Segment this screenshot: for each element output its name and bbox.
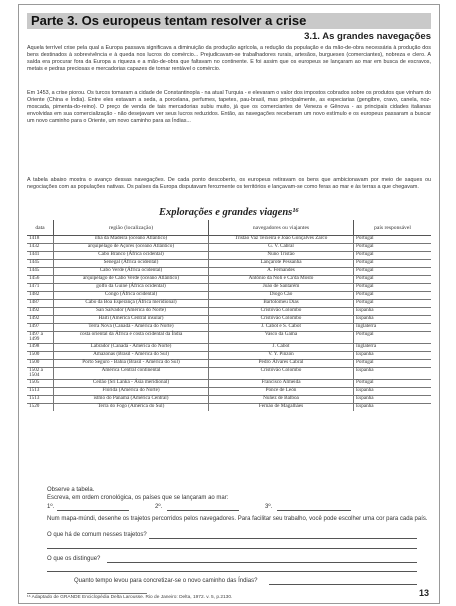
cell-regiao: América Central continental [54,367,209,379]
section-heading: 3.1. As grandes navegações [304,31,431,42]
cell-regiao: Terra Nova (Canadá - América do Norte) [54,324,209,332]
answer-slot-3-label: 3º. [265,504,273,510]
cell-data: 1502 a 1504 [27,367,54,379]
question-1: Observe a tabela. [47,487,95,493]
table-row [27,403,431,411]
paragraph-2: Em 1453, a crise piorou. Os turcos tomaram a cidade de Constantinopla - na atual Turquia - e elevaram o valor dos impostos cobrados sobre os produtos que vinham do Oriente (China e Índia). Entre eles estavam a seda, a porcelana, perfumes, tapetes, pau-brasil, mas principalmente, as especiarias (gengibre, cravo, canela, noz-moscada, pimenta-do-reino). O preço de venda de tais mercadorias subiu muito, já que os comerciantes de Veneza e Gênova - as principais cidades italianas envolvidas em sua comercialização - não desejavam ver seus lucros reduzidos. Então, as navegações receberam um novo estímulo e os europeus passaram a buscar um novo caminho para o Oriente, um novo caminho para as Índias... [27,90,431,125]
cell-regiao: arquipélago de Cabo Verde (oceano Atlântico) [54,276,209,284]
cell-regiao: golfo da Guiné (África ocidental) [54,284,209,292]
cell-navegadores: Lançarote Pessanha [209,260,354,268]
cell-navegadores: Cristóvão Colombo [209,367,354,379]
cell-regiao: ilha da Madeira (oceano Atlântico) [54,236,209,244]
cell-pais: Portugal [354,276,432,284]
cell-regiao: Flórida (América do Norte) [54,387,209,395]
cell-pais: Espanha [354,308,432,316]
explorations-table [27,220,431,411]
cell-navegadores: V. Y. Pinzón [209,351,354,359]
cell-data: 1513 [27,395,54,403]
cell-regiao: Terra do Fogo (América do Sul) [54,403,209,411]
cell-regiao: arquipélago de Açores (oceano Atlântico) [54,244,209,252]
cell-navegadores: Bartolomeu Dias [209,300,354,308]
cell-pais: Portugal [354,379,432,387]
cell-pais: Inglaterra [354,343,432,351]
cell-data: 1492 [27,316,54,324]
cell-regiao: Ceilão (Sri Lanka - Ásia meridional) [54,379,209,387]
cell-navegadores: Vasco da Gama [209,332,354,344]
cell-navegadores: Cristóvão Colombo [209,308,354,316]
cell-navegadores: Tristão Vaz Teixeira e João Gonçalves Zarco [209,236,354,244]
cell-data: 1505 [27,379,54,387]
answer-3-line-1[interactable] [149,538,417,539]
cell-pais: Portugal [354,292,432,300]
answer-slot-2-line[interactable] [167,510,239,511]
cell-data: 1445 [27,260,54,268]
cell-data: 1500 [27,351,54,359]
cell-pais: Portugal [354,332,432,344]
answer-5-line[interactable] [269,584,417,585]
answer-slot-3-line[interactable] [277,510,351,511]
paragraph-3: A tabela abaixo mostra o avanço dessas navegações. De cada ponto descoberto, os europeus retiravam os bens que ambicionavam por meio de saques ou negociações com as populações nativas. Os países da Europa disputavam ferozmente os territórios e lançavam-se como feras ao mar e às terras a que chegavam. [27,177,431,191]
cell-pais: Espanha [354,403,432,411]
cell-navegadores: Francisco Almeida [209,379,354,387]
cell-navegadores: Diogo Cão [209,292,354,300]
cell-navegadores: A. Fernandes [209,268,354,276]
cell-navegadores: Ponce de León [209,387,354,395]
cell-pais: Portugal [354,359,432,367]
table-title: Explorações e grandes viagens¹⁶ [158,207,300,218]
question-5: Quanto tempo levou para concretizar-se o novo caminho das Índias? [74,578,258,584]
footnote-rule [27,593,147,594]
cell-data: 1498 [27,343,54,351]
cell-regiao: Cabo Branco (África ocidental) [54,252,209,260]
cell-pais: Portugal [354,244,432,252]
table-row [27,379,431,387]
cell-pais: Espanha [354,387,432,395]
question-3: O que há de comum nesses trajetos? [47,532,147,538]
cell-data: 1520 [27,403,54,411]
cell-pais: Inglaterra [354,324,432,332]
answer-4-line-1[interactable] [107,562,417,563]
cell-regiao: Labrador (Canadá - América do Norte) [54,343,209,351]
cell-regiao: costa oriental da África e costa ocidental da Índia [54,332,209,344]
cell-navegadores: Antônio da Noli e Ca'da Mosto [209,276,354,284]
cell-data: 1441 [27,252,54,260]
cell-pais: Espanha [354,316,432,324]
cell-data: 1456 [27,276,54,284]
header-navegadores: navegadores ou viajantes [209,220,354,236]
header-data: data [27,220,54,236]
cell-pais: Espanha [354,351,432,359]
cell-navegadores: J. Cabot [209,343,354,351]
header-pais: país responsável [354,220,432,236]
cell-regiao: San Salvador (América do Norte) [54,308,209,316]
cell-data: 1471 [27,284,54,292]
cell-regiao: Cabo Verde (África ocidental) [54,268,209,276]
table-row [27,395,431,403]
cell-navegadores: Pedro Álvares Cabral [209,359,354,367]
cell-pais: Portugal [354,260,432,268]
document-page [18,4,440,604]
cell-pais: Espanha [354,367,432,379]
answer-4-line-2[interactable] [47,571,417,572]
cell-data: 1445 [27,268,54,276]
cell-data: 1432 [27,244,54,252]
cell-data: 1487 [27,300,54,308]
cell-regiao: Porto Seguro - Bahia (Brasil - América do Sul) [54,359,209,367]
cell-pais: Portugal [354,300,432,308]
cell-data: 1497 [27,324,54,332]
answer-slot-1-line[interactable] [57,510,129,511]
cell-pais: Espanha [354,395,432,403]
answer-slot-1-label: 1º. [47,504,55,510]
page-title: Parte 3. Os europeus tentam resolver a crise [27,13,431,29]
cell-regiao: Congo (África ocidental) [54,292,209,300]
cell-navegadores: J. Cabot e S. Cabot [209,324,354,332]
cell-navegadores: Nuñez de Balboa [209,395,354,403]
cell-pais: Portugal [354,284,432,292]
question-4: O que os distingue? [47,556,101,562]
question-1-prompt: Escreva, em ordem cronológica, os países que se lançaram ao mar: [47,495,229,501]
footnote: ¹⁶ Adaptado de GRANDE Enciclopédia Delta Larousse. Rio de Janeiro: Delta, 1972. v. 5, p.2130. [27,595,233,600]
cell-navegadores: Nuno Tristão [209,252,354,260]
cell-data: 1500 [27,359,54,367]
cell-data: 1497 a 1499 [27,332,54,344]
cell-data: 1418 [27,236,54,244]
page-number: 13 [418,588,429,598]
paragraph-1: Aquela terrível crise pela qual a Europa passava significava a diminuição da produção agrícola, a redução da população e da mão-de-obra necessária à produção dos bens destinados à sobrevivência e à queda nos lucros do comércio... Prejudicavam-se trabalhadores rurais, artesãos, burgueses (comerciantes), nobreza e clero. A saída era procurar fora da Europa a riqueza e a mão-de-obra que faltavam no continente. E foi assim que os europeus se lançaram ao mar em busca de escravos, metais e pedras preciosas e mercadorias capazes de tornar rentável o comércio. [27,45,431,73]
cell-data: 1492 [27,308,54,316]
cell-regiao: Cabo da Boa Esperança (África meridional) [54,300,209,308]
answer-3-line-2[interactable] [47,548,417,549]
cell-data: 1482 [27,292,54,300]
cell-regiao: Senegal (África ocidental) [54,260,209,268]
table-header-row [27,220,431,236]
cell-navegadores: Fernão de Magalhães [209,403,354,411]
cell-navegadores: João de Santarém [209,284,354,292]
table-row [27,387,431,395]
table-row [27,332,431,344]
answer-slot-2-label: 2º. [155,504,163,510]
cell-navegadores: Cristóvão Colombo [209,316,354,324]
question-2: Num mapa-múndi, desenhe os trajetos percorridos pelos navegadores. Para facilitar seu trabalho, você pode escolher uma cor para cada país. [47,516,428,522]
cell-regiao: istmo do Panamá (América Central) [54,395,209,403]
cell-pais: Portugal [354,252,432,260]
cell-navegadores: G. V. Cabral [209,244,354,252]
header-regiao: região (localização) [54,220,209,236]
cell-regiao: Haiti (América Central insular) [54,316,209,324]
cell-pais: Portugal [354,268,432,276]
cell-regiao: Amazonas (Brasil - América do Sul) [54,351,209,359]
table-row [27,367,431,379]
cell-pais: Portugal [354,236,432,244]
cell-data: 1513 [27,387,54,395]
